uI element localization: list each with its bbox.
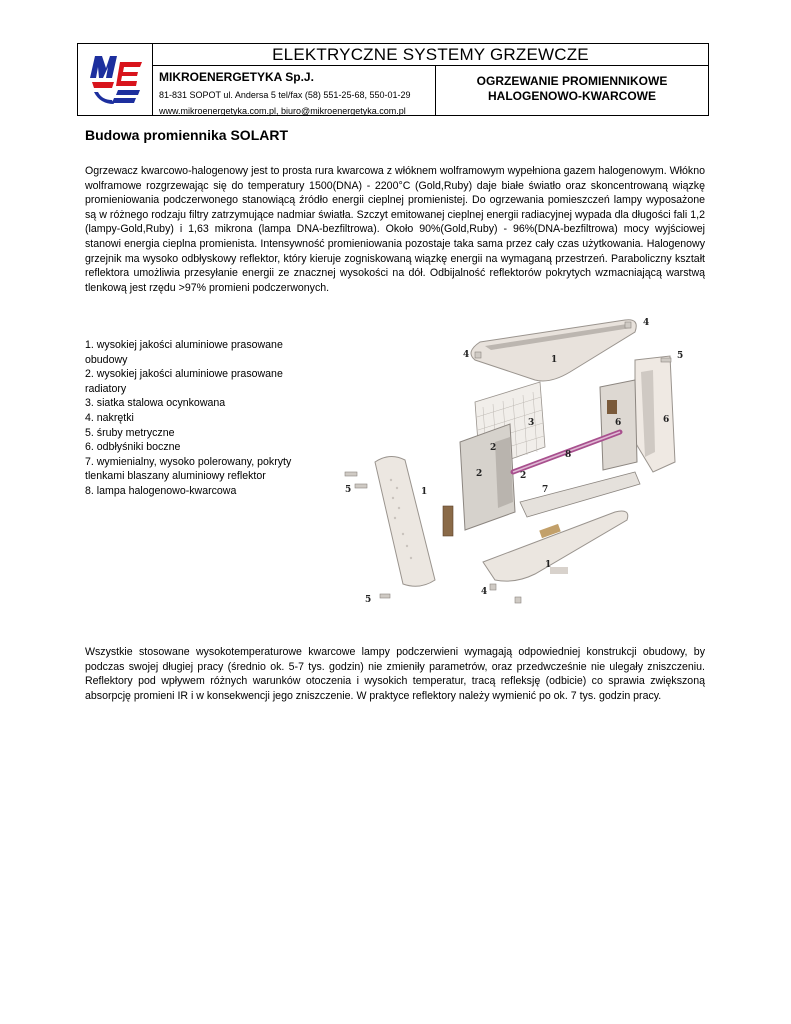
label-housing-left: 1 — [421, 487, 428, 497]
left-side-housing — [375, 456, 435, 586]
company-name: MIKROENERGETYKA Sp.J. — [159, 70, 314, 84]
parts-list-item: 4. nakrętki — [85, 411, 134, 424]
label-mesh: 3 — [528, 418, 535, 428]
label-radiator-c: 2 — [520, 471, 527, 481]
label-lamp: 8 — [565, 450, 572, 460]
screw — [345, 472, 357, 476]
parts-list — [85, 338, 310, 499]
product-type-line1: OGRZEWANIE PROMIENNIKOWE — [476, 74, 668, 88]
label-nut-top-right: 4 — [643, 318, 650, 328]
company-logo — [78, 44, 153, 115]
screw — [380, 594, 390, 598]
label-reflector: 7 — [542, 485, 549, 495]
product-type-line2: HALOGENOWO-KWARCOWE — [488, 89, 656, 103]
parts-list-item: 8. lampa halogenowo-kwarcowa — [85, 484, 237, 497]
label-side-reflector-a: 6 — [663, 415, 670, 425]
label-radiator-a: 2 — [490, 443, 497, 453]
screw — [661, 358, 671, 362]
parts-list-item: 5. śruby metryczne — [85, 426, 175, 439]
label-side-reflector-b: 6 — [615, 418, 622, 428]
nut — [625, 322, 631, 328]
parts-list-item: 6. odbłyśniki boczne — [85, 441, 181, 454]
label-screw-bottom: 5 — [365, 595, 372, 605]
parts-list-item: 1. wysokiej jakości aluminiowe prasowane obudowy — [85, 339, 283, 366]
document-header — [77, 43, 709, 116]
label-nut-top-left: 4 — [463, 350, 470, 360]
label-screw-left: 5 — [345, 485, 352, 495]
parts-list-item: 3. siatka stalowa ocynkowana — [85, 397, 226, 410]
company-info — [153, 66, 436, 115]
label-housing-bottom: 1 — [545, 560, 552, 570]
logo-swoosh-red — [92, 82, 114, 88]
nut — [475, 352, 481, 358]
logo-m-shape — [90, 56, 117, 78]
product-type — [436, 66, 708, 115]
company-contact: www.mikroenergetyka.com.pl, biuro@mikroenergetyka.com.pl — [159, 106, 406, 116]
company-address: 81-831 SOPOT ul. Andersa 5 tel/fax (58) 551-25-68, 550-01-29 — [159, 90, 411, 100]
parts-list-item: 2. wysokiej jakości aluminiowe prasowane radiatory — [85, 368, 283, 395]
parts-list-item: 7. wymienialny, wysoko polerowany, pokryty tlenkami blaszany aluminiowy reflektor — [85, 455, 292, 483]
right-side-reflector — [635, 356, 675, 472]
label-housing-top: 1 — [551, 355, 558, 365]
nut — [515, 597, 521, 603]
label-screw-right: 5 — [677, 351, 684, 361]
logo-bars-blue — [116, 90, 140, 95]
label-nut-bottom: 4 — [481, 587, 488, 597]
label-radiator-b: 2 — [476, 469, 483, 479]
logo-e-shape — [116, 62, 142, 86]
document-title: ELEKTRYCZNE SYSTEMY GRZEWCZE — [153, 44, 708, 66]
nut — [490, 584, 496, 590]
intro-paragraph: Ogrzewacz kwarcowo-halogenowy jest to prosta rura kwarcowa z włóknem wolframowym wypełniona gazem halogenowym. Włókno wolframowe rozgrzewając się do temperatury 1500(DNA) - 2200°C (Gold,Ruby) daje białe światło oraz skoncentrowaną wiązkę promieniowania podczerwonego stanowiącą źródło energii cieplnej promienistej. Do ogrzewania pomieszczeń lampy wyposażone są w różnego rodzaju filtry zatrzymujące nadmiar światła. Szczyt emitowanej cieplnej energii radiacyjnej wypada dla długości fali 1,2 (lampy-Gold,Ruby) i 1,63 mikrona (lampa DNA-bezfiltrowa). Około 90%(Gold,Ruby) - 96%(DNA-bezfiltrowa) mocy wyjściowej stanowi energia cieplna promienista. Intensywność promieniowania pozostaje taka sama przez cały czas użytkowania. Halogenowy grzejnik ma wysoko odbłyskowy reflektor, który kieruje zogniskowaną wiązkę energii na wymaganą przestrzeń. Paraboliczny kształt reflektora umożliwia przesyłanie energii ze znacznej wysokości na dół. Odbijalność reflektorów pokrytych wzmacniającą warstwą tlenkową jest rzędu >97% promieni podczerwonych. — [85, 165, 705, 294]
closing-paragraph: Wszystkie stosowane wysokotemperaturowe kwarcowe lampy podczerwieni wymagają odpowiedniej konstrukcji obudowy, by podczas swojej długiej pracy (średnio ok. 5-7 tys. godzin) nie zmieniły parametrów, oraz przedwcześnie nie ulegały zniszczeniu. Reflektory pod wpływem różnych warunków otoczenia i wysokich temperatur, tracą refleksję (odbicie) co sprawia zwiększoną absorpcję promieni IR i w konsekwencji jego zniszczenie. W praktyce reflektory należy wymienić po ok. 7 tys. godzin pracy. — [85, 646, 705, 702]
exploded-heater-diagram — [335, 312, 705, 612]
section-title: Budowa promiennika SOLART — [85, 127, 289, 143]
polished-reflector — [520, 472, 640, 517]
screw — [355, 484, 367, 488]
